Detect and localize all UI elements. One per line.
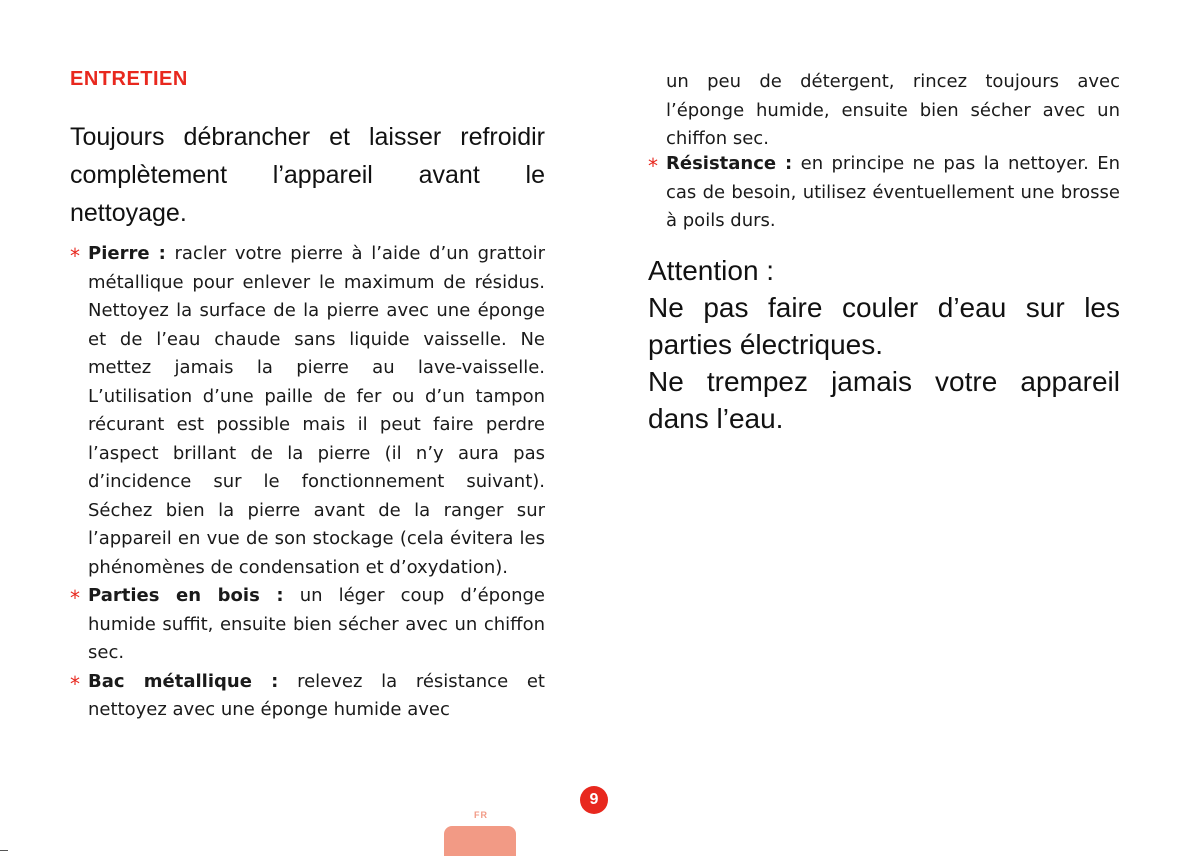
bullet-text: un léger coup d’éponge humide suffit, ensuite bien sécher avec un chiffon sec. [88, 585, 545, 663]
asterisk-icon: * [70, 244, 80, 268]
maintenance-list-left [70, 240, 545, 725]
asterisk-icon: * [70, 671, 80, 696]
bullet-bac-metallique [70, 668, 545, 725]
language-label: FR [474, 810, 488, 820]
bullet-lead: Pierre : [88, 243, 166, 264]
bullet-continuation: un peu de détergent, rincez toujours avec l’éponge humide, ensuite bien sécher avec un chiffon sec. [666, 71, 1120, 149]
maintenance-list-right [648, 150, 1120, 236]
bullet-text: en principe ne pas la nettoyer. En cas de besoin, utilisez éventuellement une brosse à poils durs. [666, 153, 1121, 231]
bullet-parties-bois [70, 582, 545, 668]
bullet-resistance [648, 150, 1120, 236]
bullet-text: racler votre pierre à l’aide d’un grattoir métallique pour enlever le maximum de résidus. Nettoyez la surface de la pierre avec une éponge et de l’eau chaude sans liquide vaisselle. Ne mettez jamais la pierre au lave-vaisselle. L’utilisation d’une paille de fer ou d’un tampon récurant est possible mais il peut faire perdre l’aspect brillant de la pierre (il n’y aura pas d’incidence sur le fonctionnement suivant). Séchez bien la pierre avant de la ranger sur l’appareil en vue de son stockage (cela évitera les phénomènes de condensation et d’oxydation). [88, 243, 545, 578]
page-number-badge: 9 [580, 786, 608, 814]
intro-warning: Toujours débrancher et laisser refroidir complètement l’appareil avant le nettoyage. [70, 123, 545, 227]
bullet-lead: Parties en bois : [88, 585, 284, 606]
asterisk-icon: * [70, 586, 80, 610]
asterisk-icon: * [648, 154, 658, 178]
bullet-text: relevez la résistance et nettoyez avec une éponge humide avec [88, 670, 545, 720]
bullet-pierre [70, 240, 545, 582]
bullet-lead: Bac métallique : [88, 670, 279, 692]
language-tab [444, 826, 516, 856]
section-title: ENTRETIEN [70, 68, 188, 90]
attention-block [648, 252, 1120, 437]
bullet-lead: Résistance : [666, 153, 793, 174]
attention-heading: Attention : [648, 255, 775, 286]
attention-line-2: Ne trempez jamais votre appareil dans l’eau. [648, 366, 1120, 434]
attention-line-1: Ne pas faire couler d’eau sur les parties électriques. [648, 292, 1120, 360]
